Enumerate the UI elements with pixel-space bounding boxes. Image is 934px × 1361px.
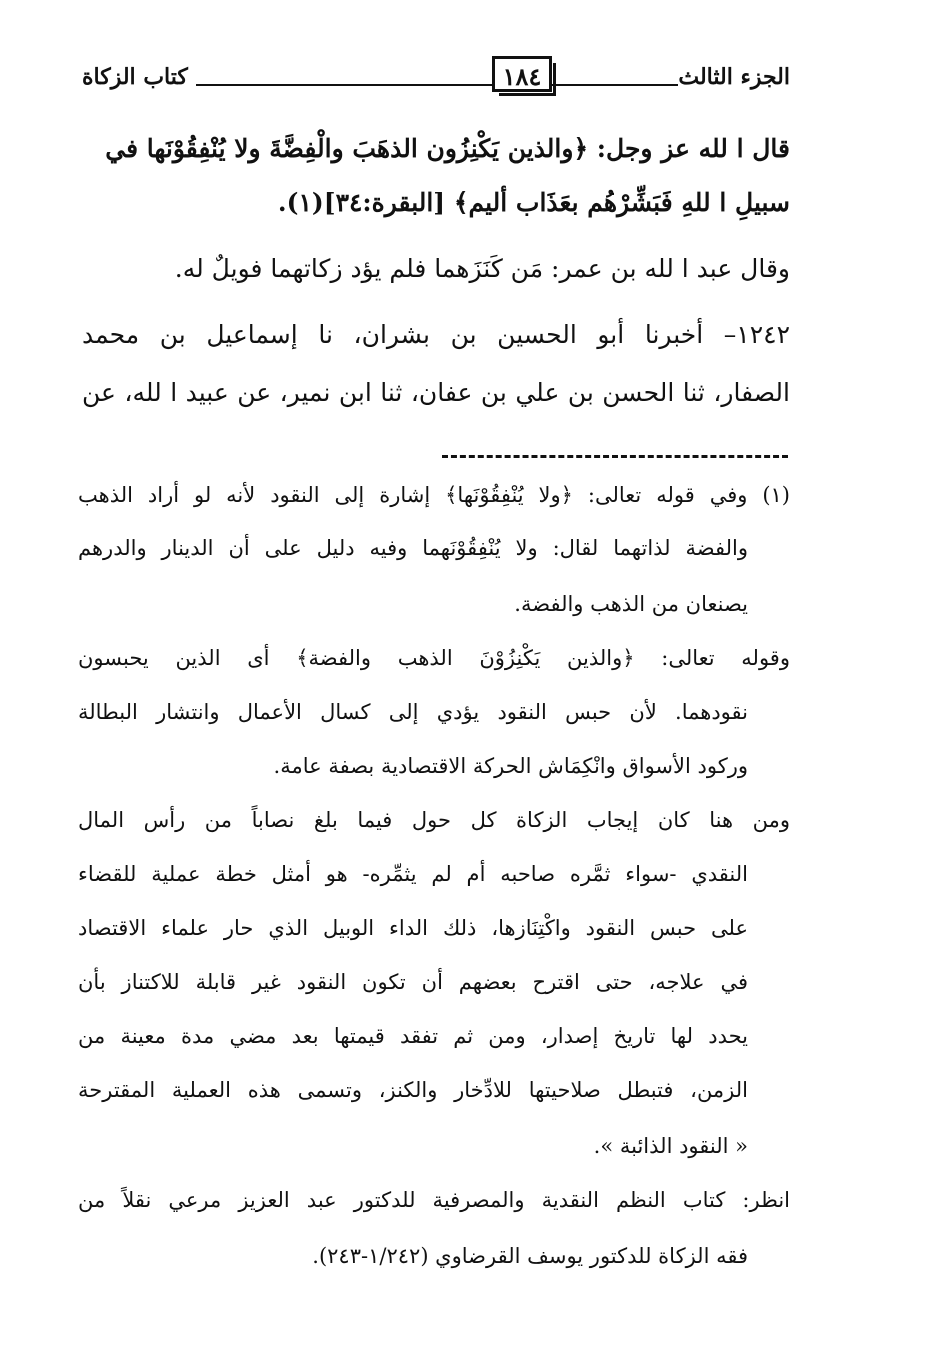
main-line-3: وقال عبد ا لله بن عمر: مَن كَنَزَهما فلم يؤد زكاتهما فويلٌ له. [174,254,790,283]
header-rule-left [196,84,494,86]
footnote-line: يحدد لها تاريخ إصدار، ومن ثم تفقد قيمتها بعد مضي مدة معينة من [78,1024,748,1048]
footnote-line: فقه الزكاة للدكتور يوسف القرضاوي (١/٢٤٢-٢٤٣). [312,1244,748,1268]
main-line-2: سبيلِ ا للهِ فَبَشِّرْهُم بعَذَاب أليم﴾ [البقرة:٣٤](١). [277,188,790,217]
footnote-line: وركود الأسواق وانْكِمَاش الحركة الاقتصادية بصفة عامة. [273,754,748,778]
page-header [78,56,790,106]
header-part-title: الجزء الثالث [678,64,790,90]
main-line-1: قال ا لله عز وجل: ﴿والذين يَكْنِزُون الذهَبَ والْفِضَّةَ ولا يُنْفِقُوْنَها في [105,134,790,163]
footnote-line: النقدي -سواء ثمَّره صاحبه أم لم يثمِّره- هو أمثل خطة عملية للقضاء [78,862,748,886]
footnote-line: في علاجه، حتى اقترح بعضهم أن تكون النقود غير قابلة للاكتناز بأن [78,970,748,994]
footnote-line: نقودهما. لأن حبس النقود يؤدي إلى كسال الأعمال وانتشار البطالة [78,700,748,724]
footnote-line: والفضة لذاتهما لقال: ولا يُنْفِقُوْنَهما وفيه دليل على أن الدينار والدرهم [78,536,748,560]
main-line-4: ١٢٤٢– أخبرنا أبو الحسين بن بشران، نا إسماعيل بن محمد [82,320,790,349]
footnote-separator [442,455,788,458]
footnote-line: وقوله تعالى: ﴿والذين يَكْنِزُوْنَ الذهب والفضة﴾ أى الذين يحبسون [78,646,790,670]
footnote-line: على حبس النقود واكْتِنَازها، ذلك الداء الوبيل الذي حار علماء الاقتصاد [78,916,748,940]
footnote-line: الزمن، فتبطل صلاحيتها للادِّخار والكنز، وتسمى هذه العملية المقترحة [78,1078,748,1102]
page-number: ١٨٤ [492,56,552,92]
header-book-title: كتاب الزكاة [82,64,188,90]
footnote-line: (١) وفي قوله تعالى: ﴿ولا يُنْفِقُوْنَها﴾ إشارة إلى النقود لأنه لو أراد الذهب [78,483,790,507]
header-rule-right [550,84,678,86]
main-line-5: الصفار، ثنا الحسن بن علي بن عفان، ثنا ابن نمير، عن عبيد ا لله، عن [82,378,790,407]
footnote-line: « النقود الذائبة ». [593,1134,748,1158]
footnote-line: ومن هنا كان إيجاب الزكاة كل حول فيما بلغ نصاباً من رأس المال [78,808,790,832]
footnote-line: انظر: كتاب النظم النقدية والمصرفية للدكتور عبد العزيز مرعي نقلاً من [78,1188,790,1212]
footnote-line: يصنعان من الذهب والفضة. [514,592,748,616]
